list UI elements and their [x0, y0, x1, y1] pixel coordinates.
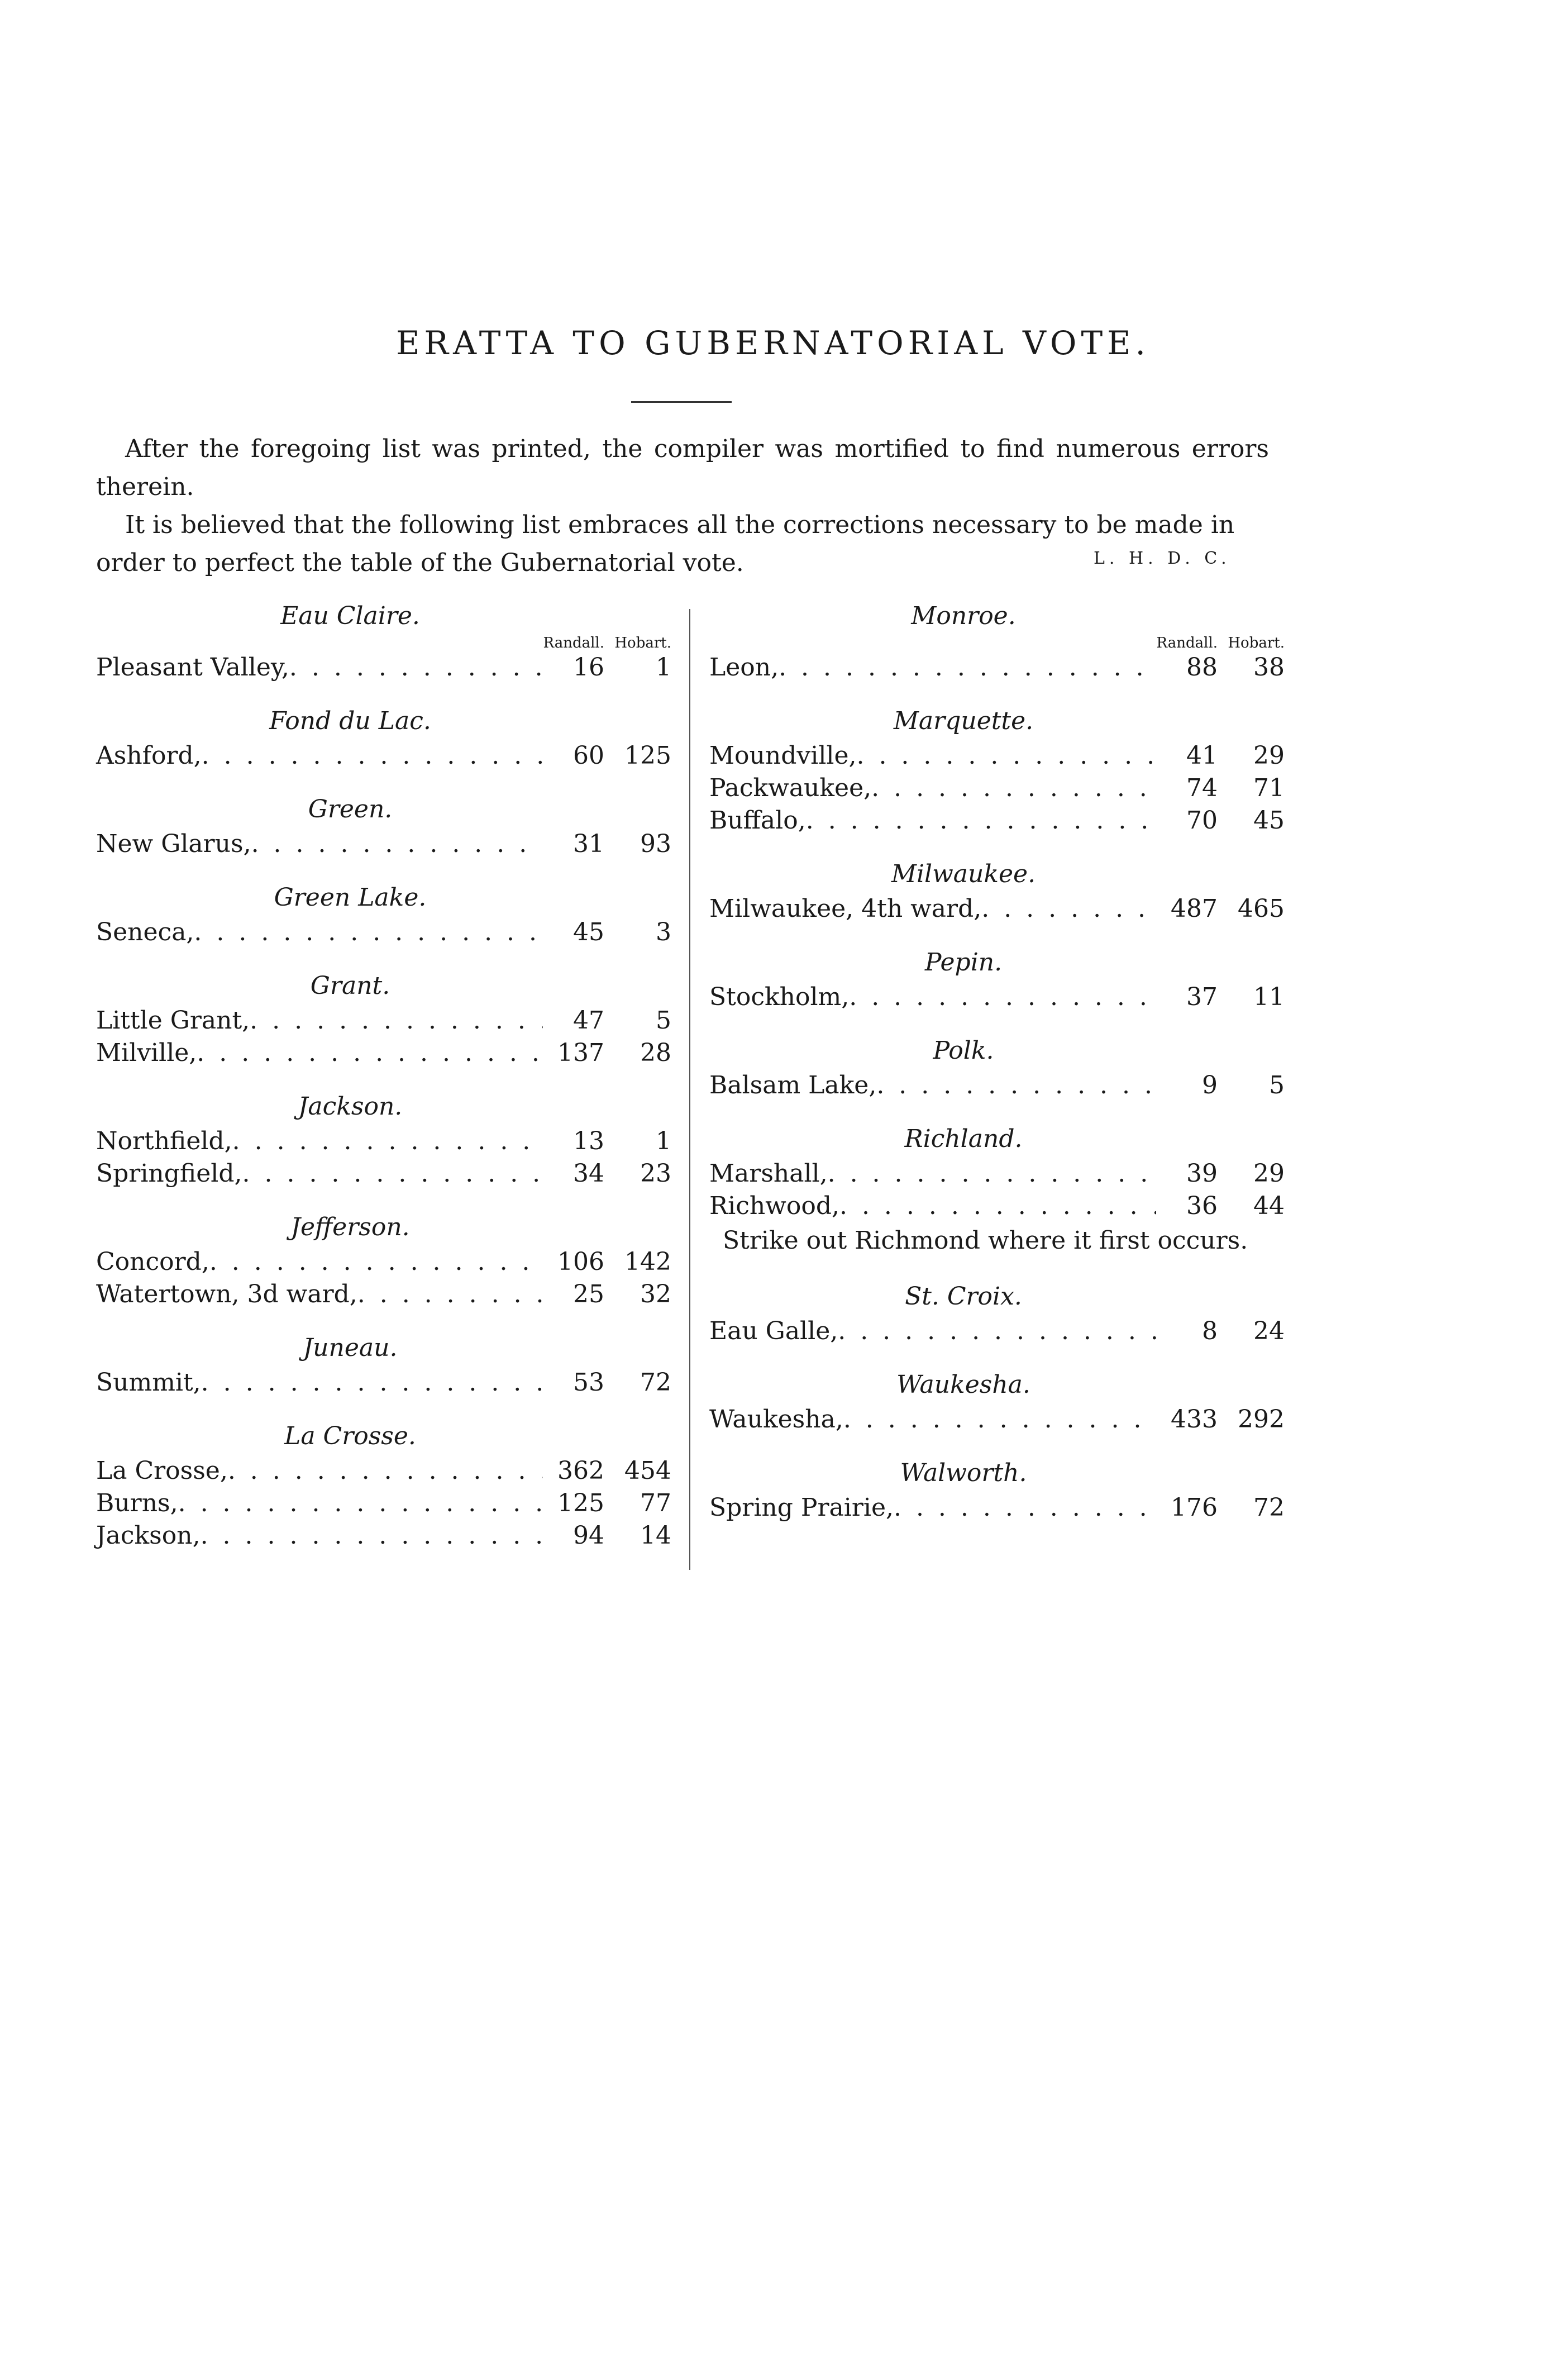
group-gap [709, 837, 1285, 856]
hobart-votes: 125 [624, 741, 671, 770]
randall-header: Randall. [543, 635, 604, 651]
town-name: Packwaukee, [709, 774, 872, 802]
town-name: Watertown, 3d ward, [96, 1280, 357, 1308]
county-heading: Richland. [904, 1125, 1023, 1153]
randall-votes: 13 [573, 1127, 604, 1155]
county-heading: Polk. [933, 1036, 994, 1065]
hobart-votes: 14 [640, 1521, 671, 1550]
column-headers [709, 635, 1285, 651]
county-heading: Walworth. [900, 1459, 1027, 1487]
table-row [96, 1520, 671, 1552]
table-row [709, 651, 1285, 684]
group-gap [96, 1399, 671, 1418]
group-gap [709, 684, 1285, 703]
intro-paragraphs [96, 430, 1269, 582]
page-title: ERATTA TO GUBERNATORIAL VOTE. [396, 324, 1150, 362]
hobart-votes: 292 [1238, 1405, 1285, 1434]
hobart-votes: 32 [640, 1280, 671, 1308]
randall-votes: 31 [573, 830, 604, 858]
dot-leader [178, 1487, 543, 1520]
randall-votes: 362 [557, 1456, 604, 1485]
table-row [96, 1367, 671, 1399]
table-row [709, 805, 1285, 837]
hobart-votes: 29 [1253, 741, 1285, 770]
town-name: Burns, [96, 1489, 178, 1517]
hobart-votes: 44 [1253, 1192, 1285, 1220]
town-name: Waukesha, [709, 1405, 843, 1434]
randall-votes: 74 [1186, 774, 1218, 802]
randall-votes: 70 [1186, 806, 1218, 835]
hobart-votes: 38 [1253, 653, 1285, 682]
dot-leader [289, 651, 543, 684]
randall-votes: 34 [573, 1159, 604, 1188]
group-gap [96, 772, 671, 791]
randall-votes: 60 [573, 741, 604, 770]
table-row [709, 981, 1285, 1013]
table-row [709, 1158, 1285, 1190]
table-row [96, 828, 671, 860]
dot-leader [843, 1403, 1156, 1436]
hobart-votes: 5 [1269, 1071, 1285, 1099]
town-name: Spring Prairie, [709, 1493, 894, 1522]
town-name: La Crosse, [96, 1456, 228, 1485]
group-gap [709, 1259, 1285, 1278]
randall-votes: 176 [1171, 1493, 1218, 1522]
dot-leader [250, 1005, 543, 1037]
table-row [709, 893, 1285, 925]
group-gap [709, 925, 1285, 944]
group-gap [96, 1190, 671, 1209]
town-name: Buffalo, [709, 806, 806, 835]
town-name: Eau Galle, [709, 1317, 838, 1345]
randall-votes: 45 [573, 918, 604, 946]
town-name: Stockholm, [709, 983, 850, 1011]
hobart-votes: 3 [656, 918, 671, 946]
county-heading: Milwaukee. [891, 860, 1036, 888]
town-name: Seneca, [96, 918, 194, 946]
group-gap [709, 1436, 1285, 1455]
county-heading: Pepin. [924, 948, 1003, 977]
hobart-votes: 93 [640, 830, 671, 858]
randall-votes: 487 [1171, 894, 1218, 923]
column-divider [689, 609, 690, 1570]
hobart-header: Hobart. [614, 635, 671, 651]
county-heading: Fond du Lac. [269, 707, 431, 735]
randall-votes: 88 [1186, 653, 1218, 682]
dot-leader [779, 651, 1156, 684]
dot-leader [357, 1278, 543, 1311]
town-name: Leon, [709, 653, 779, 682]
dot-leader [839, 1190, 1156, 1222]
group-gap [96, 860, 671, 879]
randall-votes: 39 [1186, 1159, 1218, 1188]
dot-leader [981, 893, 1156, 925]
town-name: Richwood, [709, 1192, 839, 1220]
randall-votes: 433 [1171, 1405, 1218, 1434]
correction-note: Strike out Richmond where it first occurs. [723, 1226, 1248, 1255]
left-column [96, 598, 671, 1552]
dot-leader [228, 1455, 543, 1487]
county-heading: Green. [308, 795, 393, 824]
county-heading: St. Croix. [905, 1282, 1022, 1311]
county-heading: Marquette. [893, 707, 1034, 735]
county-heading: Jackson. [298, 1092, 403, 1121]
county-heading: Juneau. [303, 1334, 398, 1362]
dot-leader [894, 1492, 1156, 1524]
dot-leader [201, 1520, 543, 1552]
table-row [96, 1037, 671, 1069]
table-row [709, 1069, 1285, 1102]
county-heading: Green Lake. [274, 883, 427, 912]
hobart-votes: 71 [1253, 774, 1285, 802]
hobart-votes: 24 [1253, 1317, 1285, 1345]
county-heading: Monroe. [911, 602, 1016, 630]
intro-paragraph-1: After the foregoing list was printed, the compiler was mortified to find numerous errors therein. [96, 435, 1269, 501]
town-name: New Glarus, [96, 830, 251, 858]
town-name: Springfield, [96, 1159, 242, 1188]
town-name: Milwaukee, 4th ward, [709, 894, 982, 923]
hobart-votes: 11 [1253, 983, 1285, 1011]
group-gap [96, 1069, 671, 1088]
hobart-votes: 29 [1253, 1159, 1285, 1188]
group-gap [96, 684, 671, 703]
hobart-votes: 142 [624, 1248, 671, 1276]
dot-leader [828, 1158, 1156, 1190]
hobart-votes: 28 [640, 1039, 671, 1067]
town-name: Moundville, [709, 741, 857, 770]
dot-leader [232, 1125, 543, 1158]
hobart-votes: 1 [656, 653, 671, 682]
group-gap [709, 1348, 1285, 1367]
table-row [96, 916, 671, 949]
town-name: Balsam Lake, [709, 1071, 877, 1099]
county-heading: Jefferson. [290, 1213, 410, 1241]
hobart-votes: 454 [624, 1456, 671, 1485]
dot-leader [197, 1037, 543, 1069]
randall-votes: 16 [573, 653, 604, 682]
table-row [96, 1487, 671, 1520]
intro-paragraph-2: It is believed that the following list embraces all the corrections necessary to be made in order to perfect the table of the Gubernatorial vote. [96, 511, 1235, 577]
county-heading: Eau Claire. [280, 602, 420, 630]
randall-votes: 137 [557, 1039, 604, 1067]
dot-leader [242, 1158, 543, 1190]
right-column [709, 598, 1285, 1524]
title-rule [631, 401, 732, 403]
hobart-votes: 45 [1253, 806, 1285, 835]
dot-leader [876, 1069, 1156, 1102]
table-row [709, 1315, 1285, 1348]
dot-leader [849, 981, 1156, 1013]
table-row [709, 772, 1285, 805]
table-row [96, 1125, 671, 1158]
randall-votes: 36 [1186, 1192, 1218, 1220]
town-name: Jackson, [96, 1521, 201, 1550]
county-heading: Waukesha. [896, 1370, 1030, 1399]
hobart-votes: 72 [640, 1368, 671, 1397]
table-row [709, 1403, 1285, 1436]
table-row [96, 1455, 671, 1487]
dot-leader [838, 1315, 1156, 1348]
county-heading: La Crosse. [284, 1422, 416, 1450]
randall-votes: 9 [1202, 1071, 1218, 1099]
table-row [96, 651, 671, 684]
column-headers [96, 635, 671, 651]
dot-leader [871, 772, 1156, 805]
hobart-votes: 5 [656, 1006, 671, 1035]
town-name: Milville, [96, 1039, 197, 1067]
randall-votes: 53 [573, 1368, 604, 1397]
hobart-votes: 465 [1238, 894, 1285, 923]
group-gap [709, 1013, 1285, 1032]
town-name: Little Grant, [96, 1006, 250, 1035]
randall-votes: 106 [557, 1248, 604, 1276]
table-row [709, 1190, 1285, 1222]
dot-leader [806, 805, 1156, 837]
randall-votes: 41 [1186, 741, 1218, 770]
randall-votes: 94 [573, 1521, 604, 1550]
group-gap [709, 1102, 1285, 1121]
randall-votes: 47 [573, 1006, 604, 1035]
randall-votes: 125 [557, 1489, 604, 1517]
randall-votes: 8 [1202, 1317, 1218, 1345]
hobart-header: Hobart. [1228, 635, 1285, 651]
table-row [96, 1246, 671, 1278]
dot-leader [202, 740, 543, 772]
table-row [96, 1278, 671, 1311]
dot-leader [194, 916, 543, 949]
hobart-votes: 77 [640, 1489, 671, 1517]
hobart-votes: 23 [640, 1159, 671, 1188]
group-gap [96, 949, 671, 968]
randall-header: Randall. [1156, 635, 1218, 651]
dot-leader [201, 1367, 543, 1399]
table-row [96, 1158, 671, 1190]
town-name: Concord, [96, 1248, 209, 1276]
table-row [709, 1492, 1285, 1524]
town-name: Summit, [96, 1368, 201, 1397]
signature-initials: L. H. D. C. [1094, 549, 1231, 568]
table-row [96, 740, 671, 772]
table-row [96, 1005, 671, 1037]
table-row [709, 740, 1285, 772]
town-name: Northfield, [96, 1127, 232, 1155]
town-name: Marshall, [709, 1159, 828, 1188]
hobart-votes: 72 [1253, 1493, 1285, 1522]
group-gap [96, 1311, 671, 1330]
hobart-votes: 1 [656, 1127, 671, 1155]
randall-votes: 37 [1186, 983, 1218, 1011]
town-name: Ashford, [96, 741, 202, 770]
dot-leader [209, 1246, 543, 1278]
dot-leader [251, 828, 543, 860]
dot-leader [856, 740, 1156, 772]
town-name: Pleasant Valley, [96, 653, 289, 682]
randall-votes: 25 [573, 1280, 604, 1308]
county-heading: Grant. [310, 972, 390, 1000]
